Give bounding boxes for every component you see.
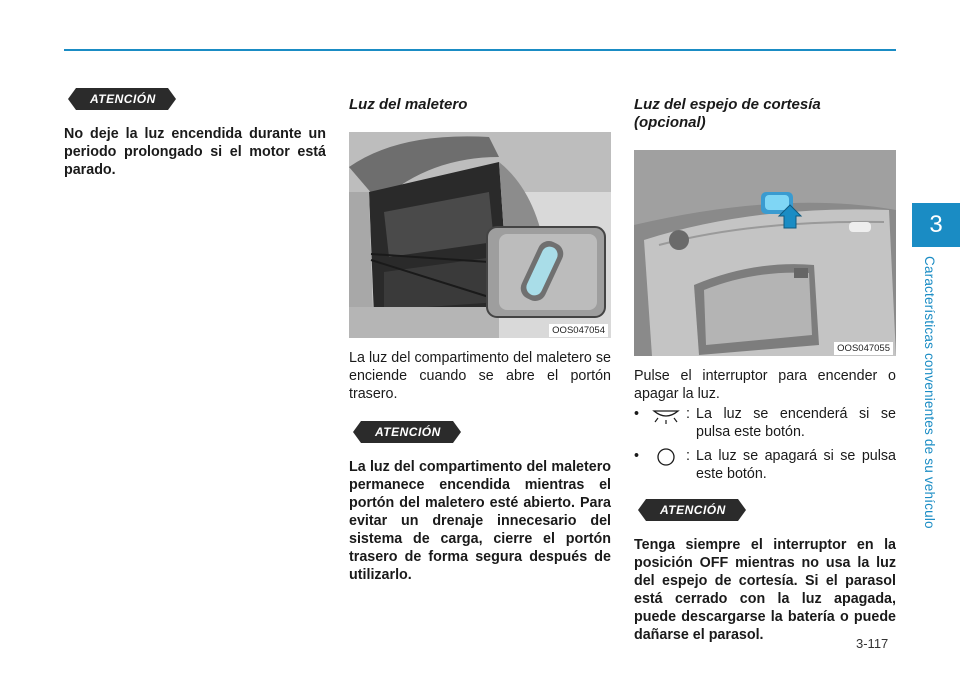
vanity-illustration [634, 150, 896, 356]
trunk-light-figure [349, 132, 611, 338]
body-text: Pulse el interruptor para encender o apagar la luz. [634, 368, 896, 402]
body-text: La luz del compartimento del maletero se enciende cuando se abre el portón trasero. [349, 350, 611, 402]
figure-code: OOS047054 [549, 324, 608, 337]
column-1 [64, 88, 326, 179]
vanity-mirror-figure [634, 150, 896, 356]
column-3 [634, 88, 896, 644]
attention-badge: ATENCIÓN [361, 421, 453, 443]
section-heading: Luz del maletero [349, 96, 468, 113]
trunk-illustration [349, 132, 611, 338]
lamp-off-icon [646, 447, 686, 467]
chapter-title: Características convenientes de su vehículo [922, 256, 937, 529]
warning-text: No deje la luz encendida durante un periodo prolongado si el motor está parado. [64, 126, 326, 178]
warning-text: La luz del compartimento del maletero permanece encendida mientras el portón del maletero esté abierto. Para evitar un drenaje innecesario del sistema de carga, cierre el portón trasero de forma segura después de utilizarlo. [349, 459, 611, 583]
page-number: 3-117 [856, 636, 889, 651]
attention-badge: ATENCIÓN [646, 499, 738, 521]
figure-code: OOS047055 [834, 342, 893, 355]
column-2 [349, 88, 611, 584]
lamp-on-icon [646, 405, 686, 425]
list-item: • : La luz se apagará si se pulsa este botón. [634, 448, 896, 482]
chapter-tab: 3 [912, 203, 960, 247]
header-rule [64, 49, 896, 51]
section-heading: Luz del espejo de cortesía (opcional) [634, 96, 821, 131]
list-item: • : La luz se encenderá si se pulsa este botón. [634, 406, 896, 440]
attention-badge: ATENCIÓN [76, 88, 168, 110]
warning-text: Tenga siempre el interruptor en la posición OFF mientras no usa la luz del espejo de cortesía. Si el parasol está cerrado con la luz apagada, puede descargarse la batería o puede dañarse el parasol. [634, 537, 896, 643]
